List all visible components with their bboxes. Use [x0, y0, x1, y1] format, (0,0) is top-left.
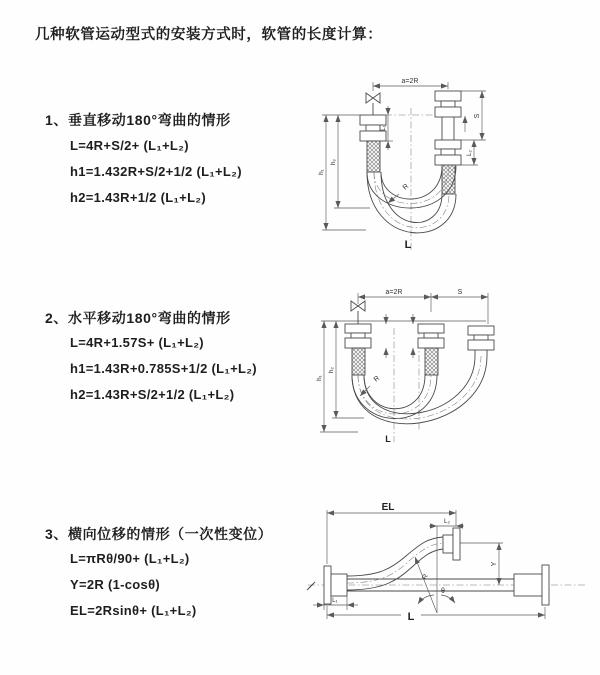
section-1-heading: 1、垂直移动180°弯曲的情形: [45, 112, 231, 128]
formula-2-h2: h2=1.43R+S/2+1/2 (L₁+L₂): [70, 387, 235, 402]
formula-2-l: L=4R+1.57S+ (L₁+L₂): [70, 335, 204, 350]
page-title: 几种软管运动型式的安装方式时，软管的长度计算：: [35, 27, 383, 43]
braided-hose-section: [352, 348, 365, 375]
dimension-el: [327, 502, 456, 564]
dimension-s-l2: [457, 91, 486, 165]
dim-label-el: EL: [381, 502, 395, 513]
dimension-l2: [429, 518, 464, 526]
braided-hose-section: [442, 165, 455, 194]
dim-label-l1: L₁: [332, 597, 338, 604]
radius-callout: [360, 375, 381, 396]
dim-label-y: Y: [491, 561, 498, 567]
radius-label: R: [372, 374, 382, 384]
dim-label-s: S: [474, 113, 481, 119]
section-3-heading: 3、横向位移的情形（一次性变位）: [45, 526, 273, 542]
dimension-l1: [313, 596, 358, 610]
right-fitting: [468, 326, 494, 356]
middle-fitting: [418, 324, 444, 375]
u-hose-curves: [352, 356, 487, 424]
left-fitting: [345, 324, 371, 375]
diagram-horizontal-180-bend: [308, 280, 570, 452]
braided-hose-section: [367, 141, 380, 172]
upper-fitting-displaced: [443, 528, 460, 560]
right-fitting-lower: [435, 140, 461, 194]
length-label: L: [385, 434, 391, 444]
length-label: L: [404, 239, 412, 251]
dimension-l1: [380, 106, 393, 150]
section-2-heading: 2、水平移动180°弯曲的情形: [45, 310, 231, 326]
valve-icon: [351, 301, 365, 324]
left-fitting: [360, 115, 386, 172]
formula-1-l: L=4R+S/2+ (L₁+L₂): [70, 138, 189, 153]
formula-3-el: EL=2Rsinθ+ (L₁+L₂): [70, 603, 197, 618]
dim-label-h2: h₂: [328, 367, 335, 373]
centerlines: [385, 108, 435, 251]
right-fitting: [514, 565, 549, 605]
dim-label-l1: L₁: [380, 125, 387, 131]
dim-label-a2r: a=2R: [401, 78, 419, 85]
dim-label-l2: L₂: [466, 150, 473, 156]
formula-3-y: Y=2R (1-cosθ): [70, 577, 161, 592]
dim-label-a2r: a=2R: [385, 289, 403, 296]
valve-icon: [366, 93, 380, 115]
diagram-vertical-180-bend: [308, 70, 548, 265]
dim-label-h1: h₁: [318, 169, 325, 175]
formula-2-h1: h1=1.43R+0.785S+1/2 (L₁+L₂): [70, 361, 257, 376]
dimension-a-2r: [373, 78, 448, 91]
formula-3-l: L=πRθ/90+ (L₁+L₂): [70, 551, 190, 566]
theta-label: θ: [441, 588, 445, 595]
s-curve-hose-displaced: [347, 537, 443, 590]
dim-label-s: S: [457, 289, 463, 296]
dim-label-l2: L₂: [444, 518, 450, 525]
right-fitting-upper: [435, 91, 461, 140]
formula-1-h1: h1=1.432R+S/2+1/2 (L₁+L₂): [70, 164, 242, 179]
braided-hose-section: [425, 348, 438, 375]
radius-label: R: [401, 182, 411, 192]
dimension-l: [327, 606, 545, 623]
formula-1-h2: h2=1.43R+1/2 (L₁+L₂): [70, 190, 207, 205]
radius-label: R: [421, 573, 430, 581]
diagram-lateral-displacement: [300, 500, 595, 652]
dim-label-l: L: [407, 611, 415, 623]
dim-label-h1: h₁: [316, 375, 323, 381]
dim-label-h2: h₂: [330, 159, 337, 165]
fitting-length-arrows: [386, 314, 413, 358]
dimension-a-2r-s: [358, 289, 488, 324]
